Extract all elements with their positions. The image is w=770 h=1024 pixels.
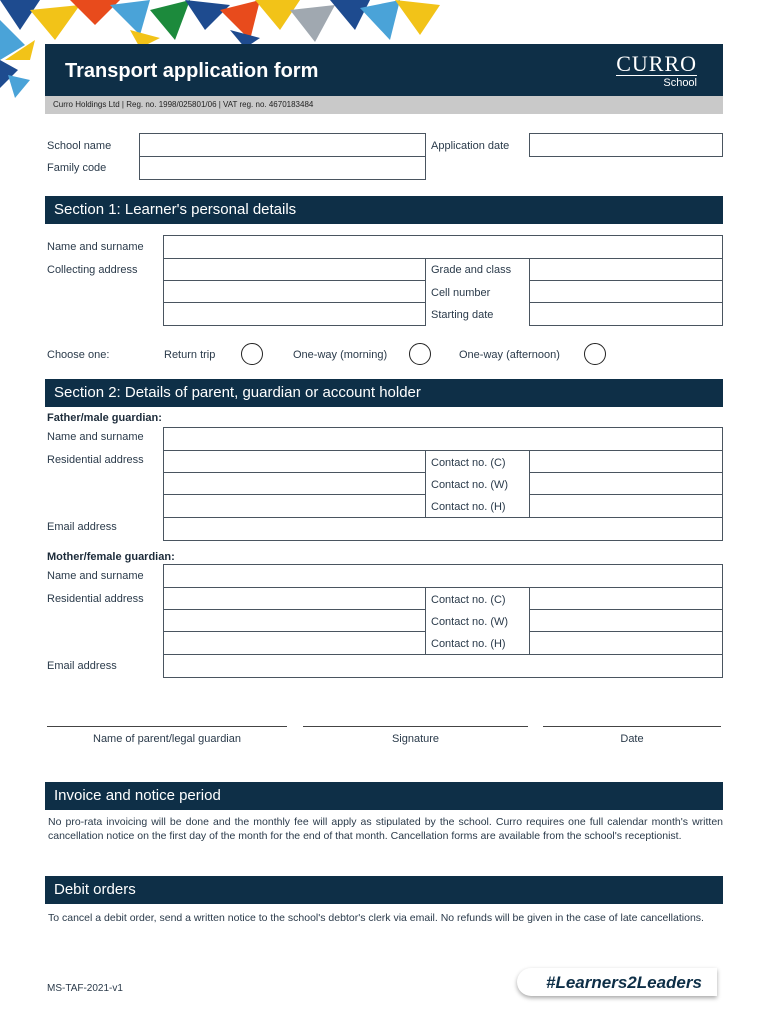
- decorative-triangles-left: [0, 60, 40, 100]
- father-contact-w-label: Contact no. (W): [431, 479, 509, 491]
- mother-address-label: Residential address: [47, 593, 144, 605]
- brand-name: CURRO: [616, 51, 697, 76]
- father-contact-c-field[interactable]: [529, 450, 723, 473]
- father-contact-w-field[interactable]: [529, 472, 723, 495]
- signature-caption: Signature: [391, 733, 440, 745]
- signature-line[interactable]: [303, 726, 528, 727]
- family-code-field[interactable]: [139, 156, 426, 180]
- father-contact-h-label: Contact no. (H): [431, 501, 506, 513]
- mother-address-field-2[interactable]: [163, 609, 426, 632]
- school-name-label: School name: [47, 140, 112, 152]
- date-line[interactable]: [543, 726, 721, 727]
- mother-contact-h-label: Contact no. (H): [431, 638, 506, 650]
- slogan-text: #Learners2Leaders: [546, 973, 702, 992]
- family-code-label: Family code: [47, 162, 107, 174]
- mother-address-field-3[interactable]: [163, 631, 426, 655]
- debit-text: To cancel a debit order, send a written notice to the school's debtor's clerk via email. No refunds will be given in the case of late cancellations.: [48, 912, 704, 924]
- father-name-label: Name and surname: [47, 431, 144, 443]
- mother-name-label: Name and surname: [47, 570, 144, 582]
- brand-sub: School: [663, 77, 697, 89]
- collecting-address-field-1[interactable]: [163, 258, 426, 281]
- father-address-field-1[interactable]: [163, 450, 426, 473]
- collecting-address-field-2[interactable]: [163, 280, 426, 303]
- cell-number-field[interactable]: [529, 280, 723, 303]
- father-address-label: Residential address: [47, 454, 144, 466]
- option-morning-radio[interactable]: [409, 343, 431, 365]
- school-name-field[interactable]: [139, 133, 426, 157]
- option-return-trip-radio[interactable]: [241, 343, 263, 365]
- option-afternoon-radio[interactable]: [584, 343, 606, 365]
- mother-contact-c-label: Contact no. (C): [431, 594, 506, 606]
- title-bar: [45, 44, 723, 96]
- registration-text: Curro Holdings Ltd | Reg. no. 1998/025801/06 | VAT reg. no. 4670183484: [53, 100, 314, 109]
- application-date-label: Application date: [431, 140, 510, 152]
- mother-email-label: Email address: [47, 660, 117, 672]
- mother-heading: Mother/female guardian:: [47, 551, 175, 563]
- mother-email-field[interactable]: [163, 654, 723, 678]
- brand-logo: [616, 53, 697, 90]
- grade-class-field[interactable]: [529, 258, 723, 281]
- starting-date-field[interactable]: [529, 302, 723, 326]
- father-name-field[interactable]: [163, 427, 723, 451]
- application-date-field[interactable]: [529, 133, 723, 157]
- mother-contact-h-field[interactable]: [529, 631, 723, 655]
- starting-date-label: Starting date: [431, 309, 494, 321]
- section1-header: Section 1: Learner's personal details: [45, 196, 723, 224]
- parent-name-caption: Name of parent/legal guardian: [93, 733, 241, 745]
- grade-class-label: Grade and class: [431, 264, 512, 276]
- registration-bar: [45, 96, 723, 114]
- page-title: Transport application form: [65, 60, 319, 82]
- mother-name-field[interactable]: [163, 564, 723, 588]
- father-address-field-3[interactable]: [163, 494, 426, 518]
- choose-one-label: Choose one:: [47, 349, 110, 361]
- collecting-address-field-3[interactable]: [163, 302, 426, 326]
- mother-address-field-1[interactable]: [163, 587, 426, 610]
- parent-name-line[interactable]: [47, 726, 287, 727]
- debit-header: Debit orders: [45, 876, 723, 904]
- learner-name-field[interactable]: [163, 235, 723, 259]
- invoice-header: Invoice and notice period: [45, 782, 723, 810]
- date-caption: Date: [620, 733, 644, 745]
- option-return-trip-label: Return trip: [164, 349, 216, 361]
- section2-header: Section 2: Details of parent, guardian or account holder: [45, 379, 723, 407]
- invoice-text: No pro-rata invoicing will be done and the monthly fee will apply as stipulated by the school. Curro requires one full calendar month's written cancellation notice on the first day of the month for the end of that month. Cancellation forms are available from the school's receptionist.: [48, 816, 723, 842]
- father-email-field[interactable]: [163, 517, 723, 541]
- father-address-field-2[interactable]: [163, 472, 426, 495]
- father-contact-h-field[interactable]: [529, 494, 723, 518]
- mother-contact-c-field[interactable]: [529, 587, 723, 610]
- cell-number-label: Cell number: [431, 287, 491, 299]
- mother-contact-w-field[interactable]: [529, 609, 723, 632]
- learner-name-label: Name and surname: [47, 241, 144, 253]
- option-morning-label: One-way (morning): [293, 349, 388, 361]
- mother-contact-w-label: Contact no. (W): [431, 616, 509, 628]
- father-heading: Father/male guardian:: [47, 412, 162, 424]
- form-code: MS-TAF-2021-v1: [47, 983, 123, 994]
- father-email-label: Email address: [47, 521, 117, 533]
- option-afternoon-label: One-way (afternoon): [459, 349, 560, 361]
- father-contact-c-label: Contact no. (C): [431, 457, 506, 469]
- collecting-address-label: Collecting address: [47, 264, 138, 276]
